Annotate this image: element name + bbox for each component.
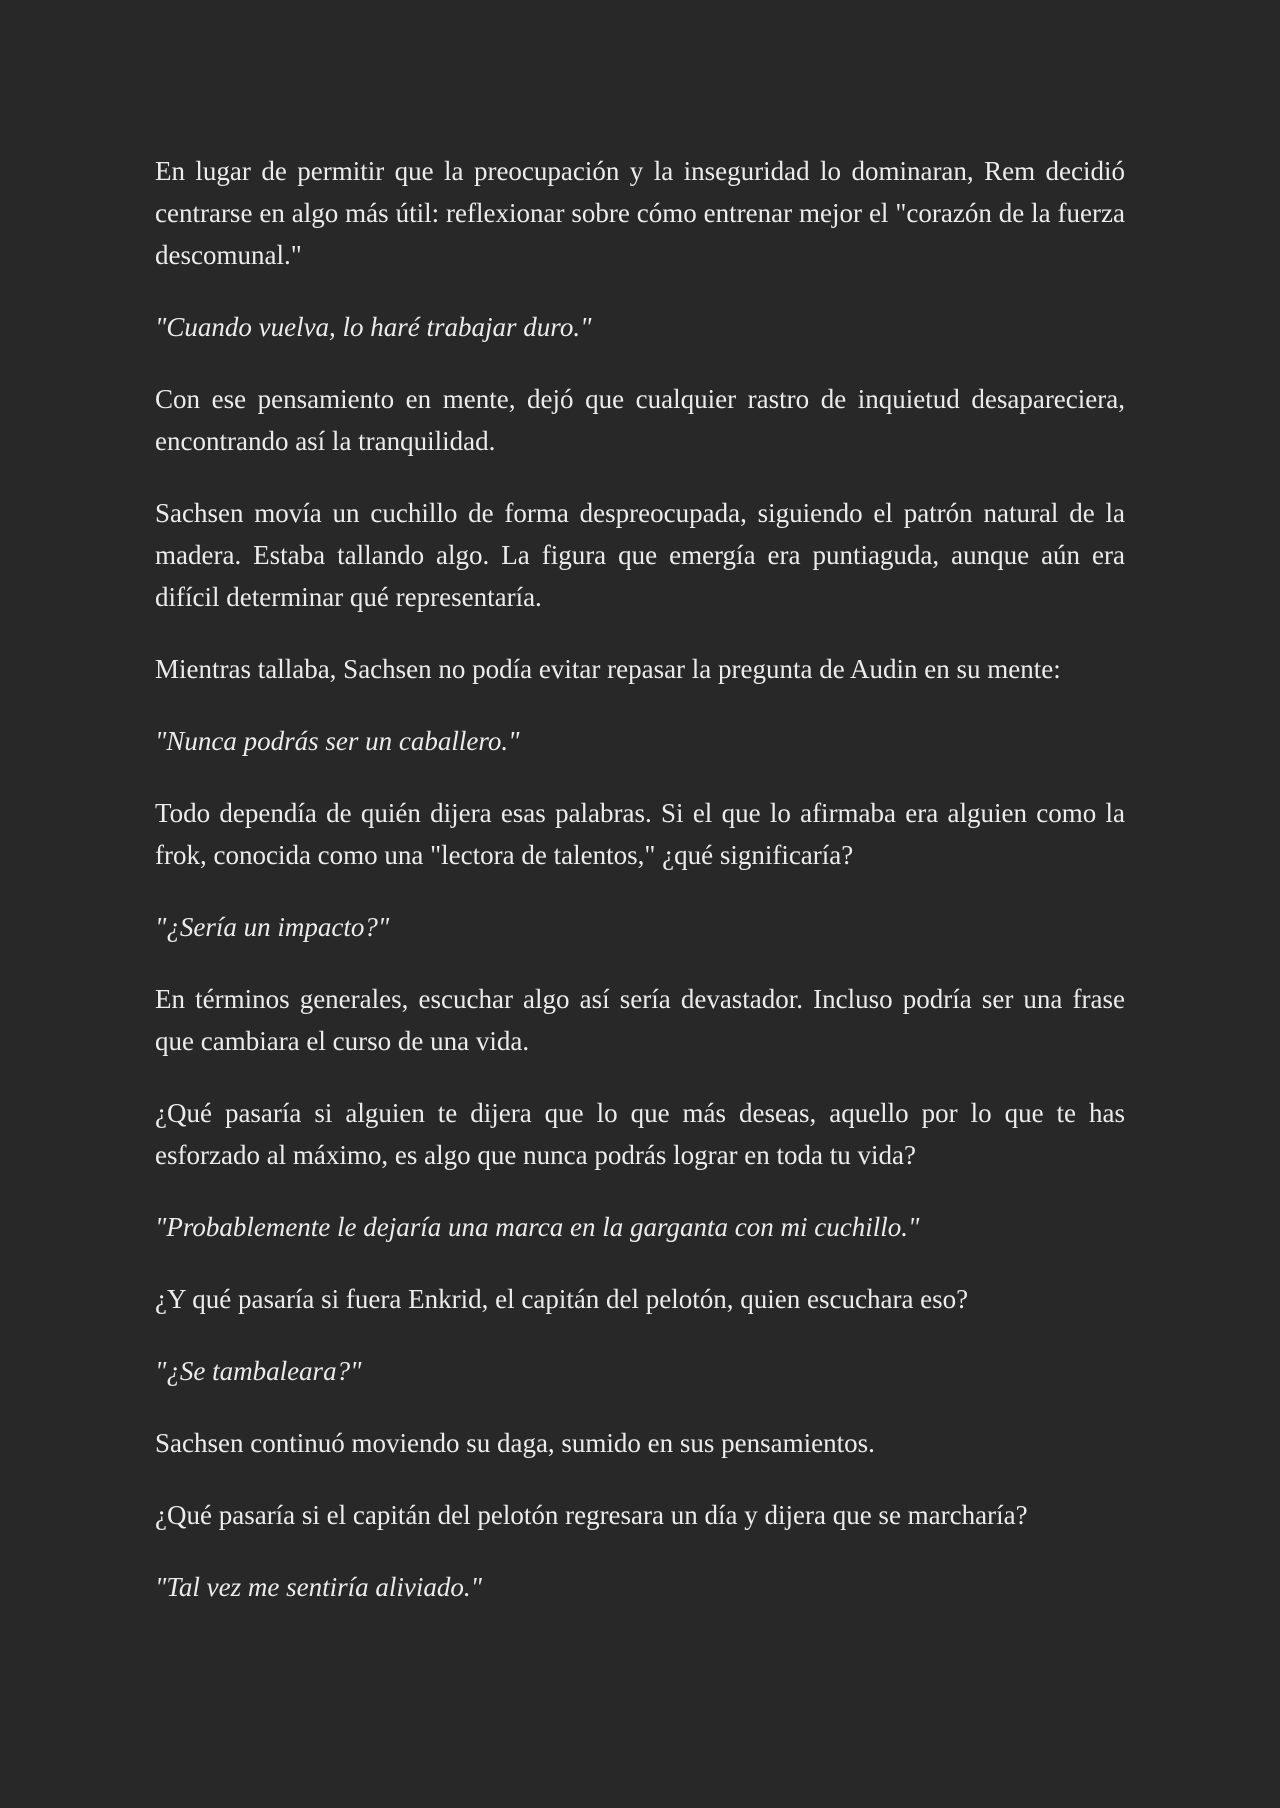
narration-paragraph: En términos generales, escuchar algo así sería devastador. Incluso podría ser una frase que cambiara el curso de una vida.	[155, 984, 1125, 1056]
narration-paragraph: ¿Y qué pasaría si fuera Enkrid, el capitán del pelotón, quien escuchara eso?	[155, 1284, 969, 1314]
thought-line: "Cuando vuelva, lo haré trabajar duro."	[155, 312, 592, 342]
thought-line: "Probablemente le dejaría una marca en la garganta con mi cuchillo."	[155, 1212, 920, 1242]
narration-paragraph: En lugar de permitir que la preocupación y la inseguridad lo dominaran, Rem decidió centrarse en algo más útil: reflexionar sobre cómo entrenar mejor el "corazón de la fuerza descomunal."	[155, 156, 1125, 270]
narration-paragraph: ¿Qué pasaría si alguien te dijera que lo que más deseas, aquello por lo que te has esforzado al máximo, es algo que nunca podrás lograr en toda tu vida?	[155, 1098, 1125, 1170]
thought-line: "Tal vez me sentiría aliviado."	[155, 1572, 482, 1602]
narration-paragraph: Sachsen continuó moviendo su daga, sumido en sus pensamientos.	[155, 1428, 875, 1458]
narration-paragraph: Con ese pensamiento en mente, dejó que cualquier rastro de inquietud desapareciera, encontrando así la tranquilidad.	[155, 384, 1125, 456]
narration-paragraph: Todo dependía de quién dijera esas palabras. Si el que lo afirmaba era alguien como la frok, conocida como una "lectora de talentos," ¿qué significaría?	[155, 798, 1125, 870]
thought-line: "¿Sería un impacto?"	[155, 912, 390, 942]
narration-paragraph: Sachsen movía un cuchillo de forma despreocupada, siguiendo el patrón natural de la madera. Estaba tallando algo. La figura que emergía era puntiaguda, aunque aún era difícil determinar qué representaría.	[155, 498, 1125, 612]
narration-paragraph: ¿Qué pasaría si el capitán del pelotón regresara un día y dijera que se marcharía?	[155, 1500, 1028, 1530]
thought-line: "¿Se tambaleara?"	[155, 1356, 362, 1386]
thought-line: "Nunca podrás ser un caballero."	[155, 726, 520, 756]
chapter-text	[155, 150, 1125, 1638]
narration-paragraph: Mientras tallaba, Sachsen no podía evitar repasar la pregunta de Audin en su mente:	[155, 654, 1061, 684]
